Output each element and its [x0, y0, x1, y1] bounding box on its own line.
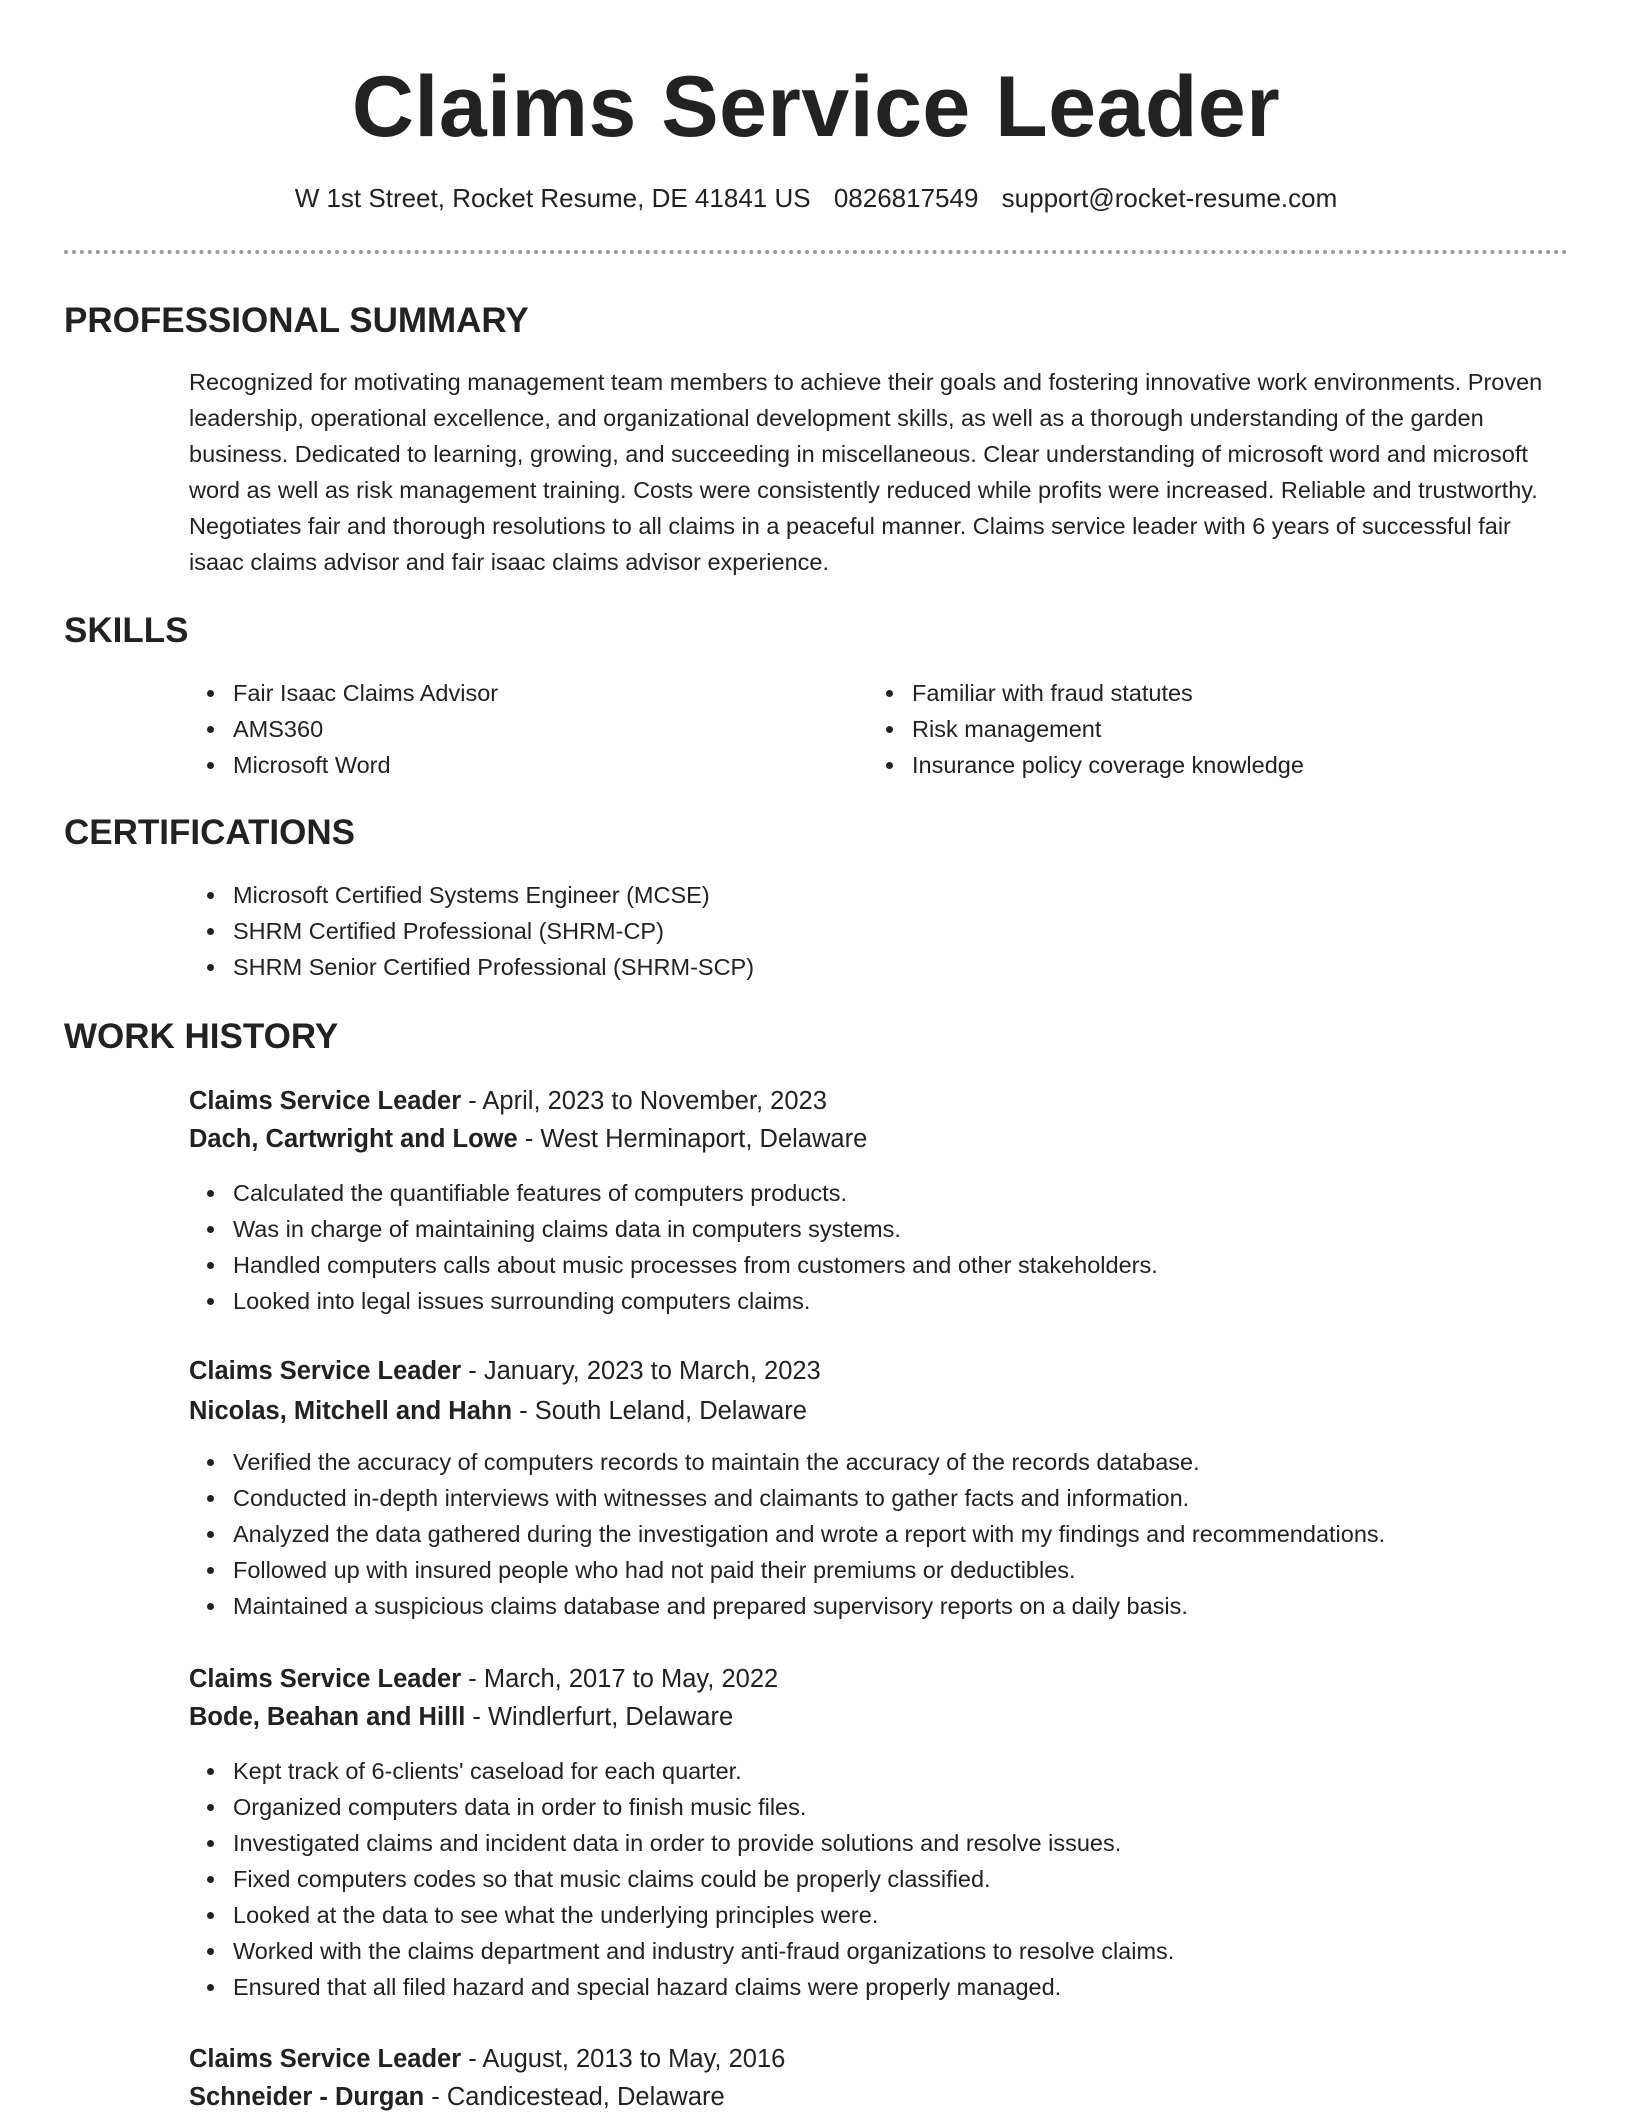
header-divider: [64, 250, 1568, 254]
job-dates: - August, 2013 to May, 2016: [461, 2045, 786, 2073]
job-bullet: Handled computers calls about music processes from customers and other stakeholders.: [189, 1247, 1569, 1283]
job-company: Bode, Beahan and Hilll: [189, 1703, 466, 1731]
summary-text: Recognized for motivating management team members to achieve their goals and fostering innovative work environments. Proven leadership, operational excellence, and organizational development skills, as well as a thorough understanding of the garden business. Dedicated to learning, growing, and succeeding in miscellaneous. Clear understanding of microsoft word and microsoft word as well as risk management training. Costs were consistently reduced while profits were increased. Reliable and trustworthy. Negotiates fair and thorough resolutions to all claims in a peaceful manner. Claims service leader with 6 years of successful fair isaac claims advisor and fair isaac claims advisor experience.: [189, 369, 1543, 575]
skill-item: Risk management: [868, 711, 1548, 747]
job-company: Schneider - Durgan: [189, 2083, 425, 2111]
contact-email: support@rocket-resume.com: [1001, 183, 1338, 213]
job-bullet: Organized computers data in order to finish music files.: [189, 1789, 1569, 1825]
job-bullet: Conducted in-depth interviews with witnesses and claimants to gather facts and information.: [189, 1480, 1589, 1516]
certifications-heading: CERTIFICATIONS: [64, 813, 356, 852]
job-bullet: Looked at the data to see what the underlying principles were.: [189, 1897, 1569, 1933]
job-bullet: Worked with the claims department and industry anti-fraud organizations to resolve claims.: [189, 1933, 1569, 1969]
skill-item: Familiar with fraud statutes: [868, 675, 1548, 711]
skill-item: Insurance policy coverage knowledge: [868, 747, 1548, 783]
job-dates: - March, 2017 to May, 2022: [461, 1665, 779, 1693]
job-company-line: [189, 2079, 725, 2115]
job-bullets: [189, 1175, 1569, 1319]
job-bullet: Kept track of 6-clients' caseload for each quarter.: [189, 1753, 1569, 1789]
work-history-heading: WORK HISTORY: [64, 1017, 339, 1056]
job-bullet: Looked into legal issues surrounding computers claims.: [189, 1283, 1569, 1319]
job-title: Claims Service Leader: [189, 2045, 462, 2073]
job-bullet: Ensured that all filed hazard and special hazard claims were properly managed.: [189, 1969, 1569, 2005]
certification-item: SHRM Senior Certified Professional (SHRM-SCP): [189, 949, 1489, 985]
job-title-line: [189, 1353, 821, 1389]
skill-item: Fair Isaac Claims Advisor: [189, 675, 829, 711]
job-bullet: Fixed computers codes so that music claims could be properly classified.: [189, 1861, 1569, 1897]
summary-heading: PROFESSIONAL SUMMARY: [64, 301, 529, 340]
job-title-line: [189, 1083, 827, 1119]
job-title-line: [189, 1661, 778, 1697]
job-company: Nicolas, Mitchell and Hahn: [189, 1397, 513, 1425]
job-location: - Windlerfurt, Delaware: [465, 1703, 734, 1731]
job-title: Claims Service Leader: [189, 1087, 462, 1115]
job-bullet: Followed up with insured people who had not paid their premiums or deductibles.: [189, 1552, 1589, 1588]
contact-line: [0, 180, 1632, 216]
job-title-line: [189, 2041, 785, 2077]
job-company-line: [189, 1121, 867, 1157]
certifications-list: [189, 877, 1489, 985]
job-bullet: Analyzed the data gathered during the investigation and wrote a report with my findings and recommendations.: [189, 1516, 1589, 1552]
job-dates: - January, 2023 to March, 2023: [461, 1357, 821, 1385]
job-company: Dach, Cartwright and Lowe: [189, 1125, 518, 1153]
job-location: - South Leland, Delaware: [512, 1397, 807, 1425]
job-bullet: Was in charge of maintaining claims data in computers systems.: [189, 1211, 1569, 1247]
job-bullets: [189, 1753, 1569, 2005]
job-dates: - April, 2023 to November, 2023: [461, 1087, 827, 1115]
job-bullet: Investigated claims and incident data in order to provide solutions and resolve issues.: [189, 1825, 1569, 1861]
job-location: - Candicestead, Delaware: [424, 2083, 725, 2111]
resume-name: Claims Service Leader: [351, 59, 1281, 155]
skill-item: AMS360: [189, 711, 829, 747]
skills-heading: SKILLS: [64, 611, 189, 650]
skill-item: Microsoft Word: [189, 747, 829, 783]
job-title: Claims Service Leader: [189, 1357, 462, 1385]
job-location: - West Herminaport, Delaware: [517, 1125, 868, 1153]
skills-list-right: [868, 675, 1548, 783]
certification-item: Microsoft Certified Systems Engineer (MCSE): [189, 877, 1489, 913]
job-bullet: Calculated the quantifiable features of computers products.: [189, 1175, 1569, 1211]
job-bullet: Verified the accuracy of computers records to maintain the accuracy of the records database.: [189, 1444, 1589, 1480]
job-company-line: [189, 1699, 733, 1735]
job-bullet: Maintained a suspicious claims database and prepared supervisory reports on a daily basis.: [189, 1588, 1589, 1624]
job-title: Claims Service Leader: [189, 1665, 462, 1693]
job-company-line: [189, 1393, 807, 1429]
contact-address: W 1st Street, Rocket Resume, DE 41841 US: [294, 183, 811, 213]
job-bullets: [189, 1444, 1589, 1624]
certification-item: SHRM Certified Professional (SHRM-CP): [189, 913, 1489, 949]
contact-phone: 0826817549: [833, 183, 979, 213]
skills-list-left: [189, 675, 829, 783]
